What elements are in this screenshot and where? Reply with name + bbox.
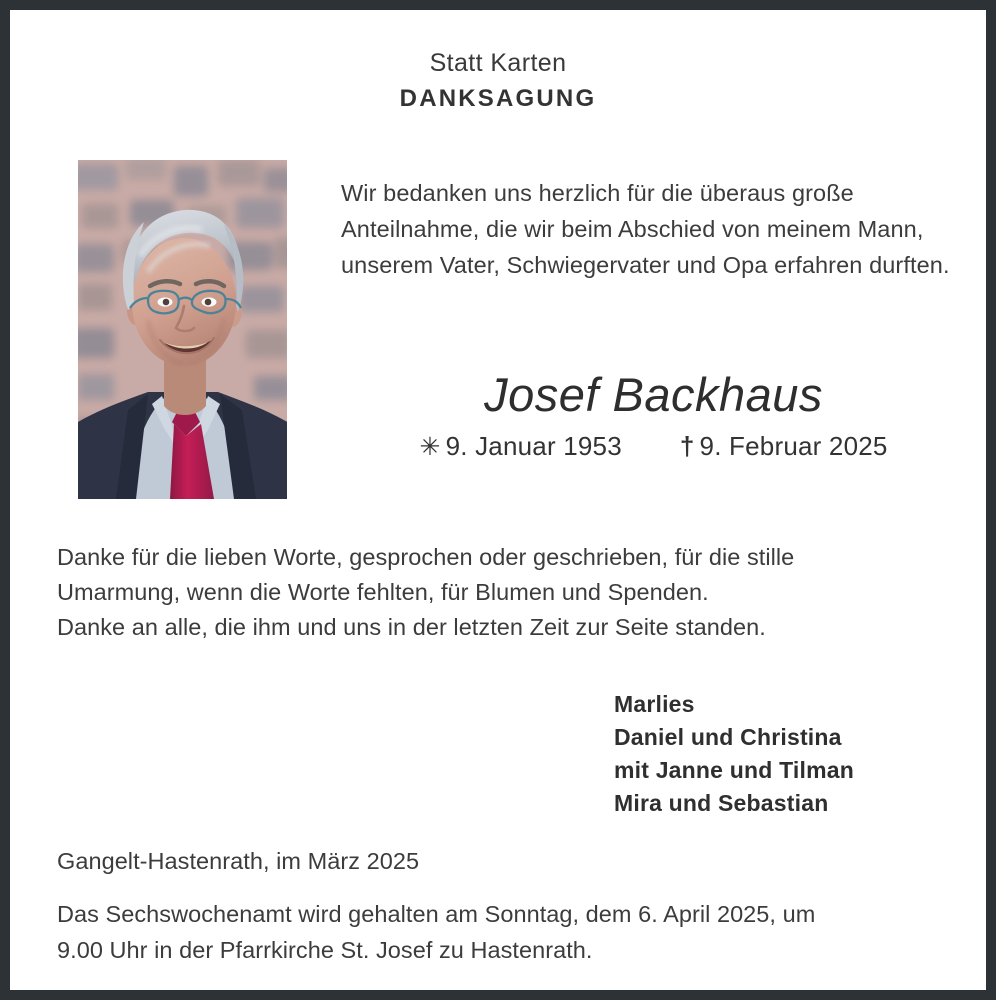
- service-line-2: 9.00 Uhr in der Pfarrkirche St. Josef zu Hastenrath.: [57, 937, 593, 963]
- portrait-photo: [78, 160, 287, 499]
- family-member: mit Janne und Tilman: [614, 757, 854, 783]
- service-line-1: Das Sechswochenamt wird gehalten am Sonntag, dem 6. April 2025, um: [57, 901, 816, 927]
- family-member: Daniel und Christina: [614, 724, 842, 750]
- death-date-text: 9. Februar 2025: [699, 431, 888, 462]
- place-and-date-line: Gangelt-Hastenrath, im März 2025: [57, 848, 420, 874]
- intro-paragraph: Wir bedanken uns herzlich für die überaus große Anteilnahme, die wir beim Abschied von meinem Mann, unserem Vater, Schwiegervater und Opa erfahren durften.: [341, 180, 950, 278]
- death-cross-icon: †: [679, 431, 695, 462]
- header-block: [10, 48, 986, 114]
- thanks-paragraph: [57, 540, 957, 645]
- thanks-line-2: Umarmung, wenn die Worte fehlten, für Blumen und Spenden.: [57, 579, 709, 605]
- thanks-line-3: Danke an alle, die ihm und uns in der letzten Zeit zur Seite standen.: [57, 614, 766, 640]
- page-title: DANKSAGUNG: [399, 85, 597, 113]
- death-date-item: [680, 431, 888, 462]
- portrait-illustration: [78, 160, 287, 499]
- service-announcement: [57, 896, 962, 968]
- birth-star-icon: ✳: [419, 433, 441, 462]
- family-member: Marlies: [614, 691, 695, 717]
- obituary-card-page: [10, 10, 986, 990]
- statt-karten-line: Statt Karten: [429, 49, 567, 77]
- birth-date-text: 9. Januar 1953: [445, 431, 622, 462]
- life-dates: [341, 431, 966, 462]
- family-member: Mira und Sebastian: [614, 790, 829, 816]
- deceased-name: Josef Backhaus: [484, 368, 823, 421]
- deceased-block: [341, 370, 966, 462]
- family-signature-block: [614, 688, 854, 820]
- birth-date-item: [419, 431, 621, 462]
- thanks-line-1: Danke für die lieben Worte, gesprochen oder geschrieben, für die stille: [57, 544, 795, 570]
